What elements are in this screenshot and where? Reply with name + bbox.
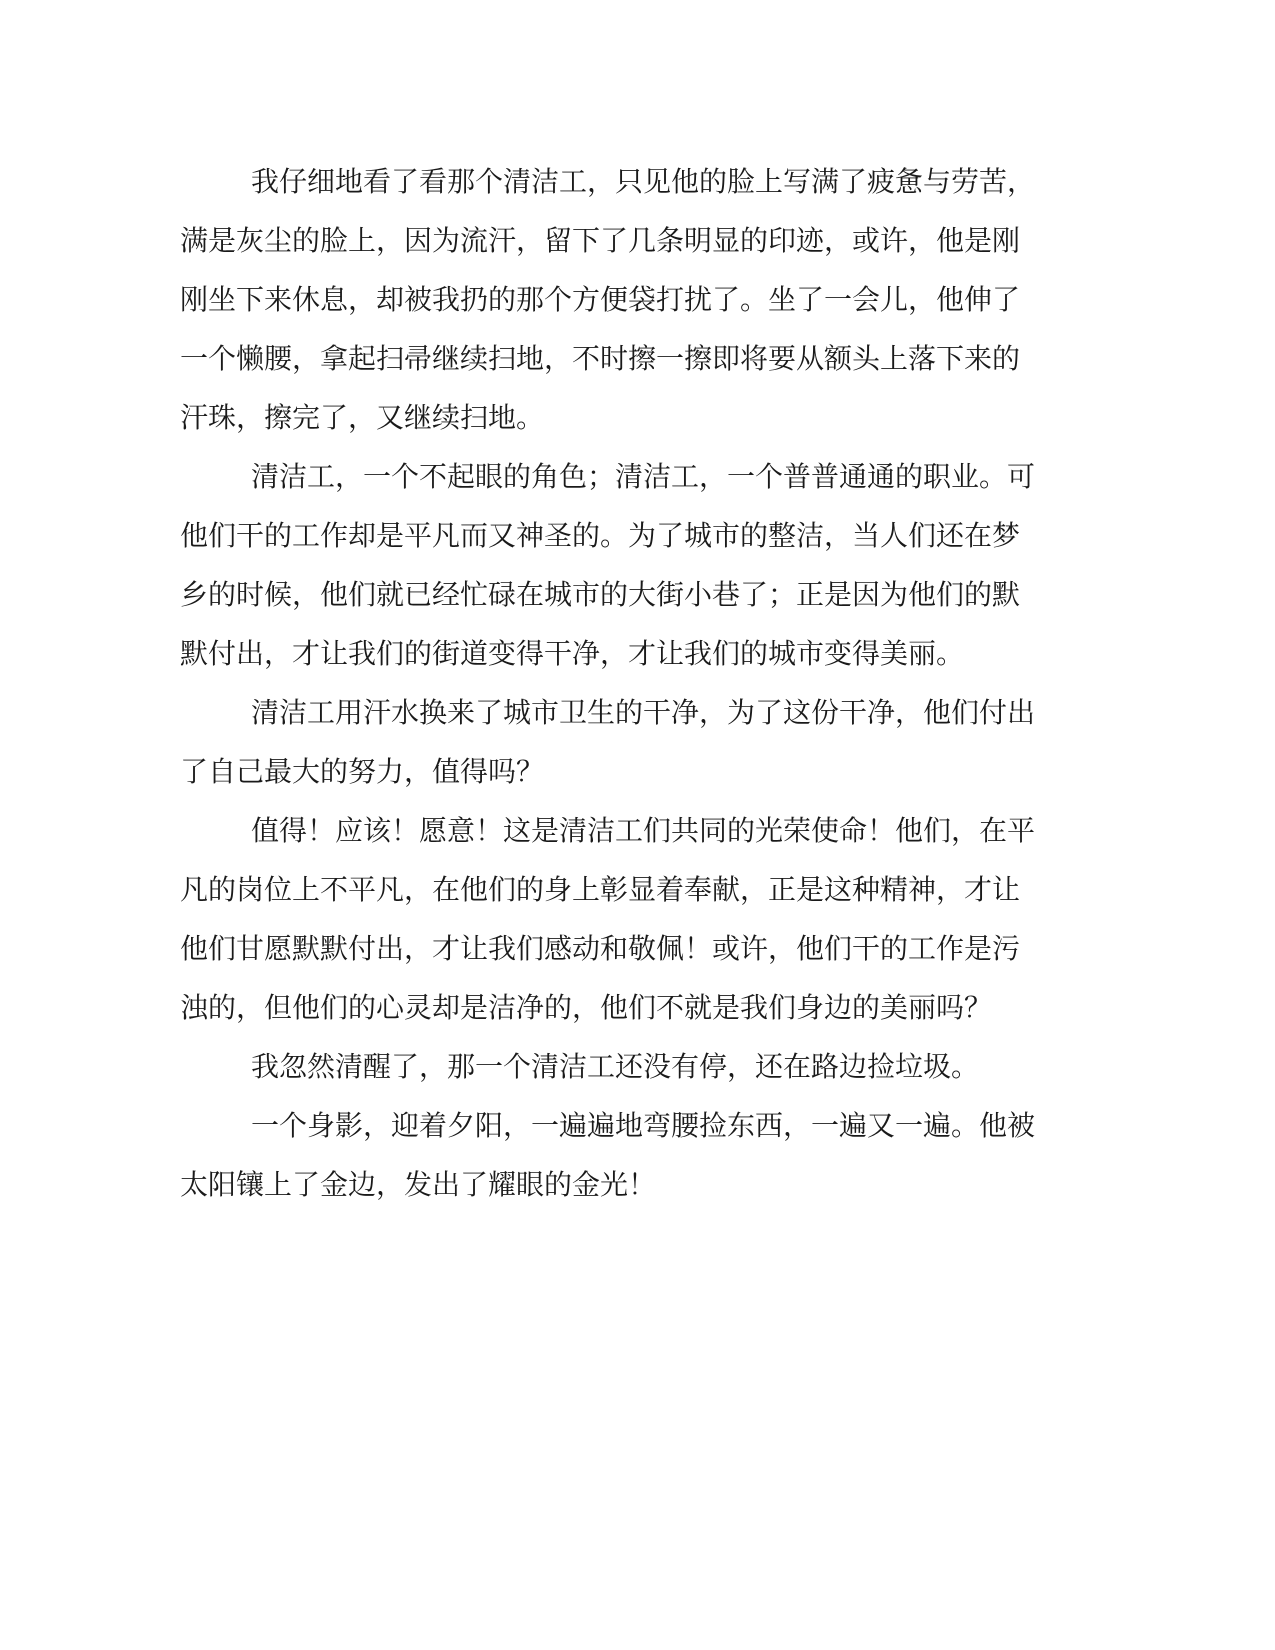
text-line: 浊的，但他们的心灵却是洁净的，他们不就是我们身边的美丽吗？ <box>180 991 993 1024</box>
document-page <box>180 152 1216 1214</box>
text-line: 他们甘愿默默付出，才让我们感动和敬佩！或许，他们干的工作是污 <box>180 932 1021 965</box>
text-line: 一个懒腰，拿起扫帚继续扫地，不时擦一擦即将要从额头上落下来的 <box>180 342 1021 375</box>
text-line: 清洁工用汗水换来了城市卫生的干净，为了这份干净，他们付出 <box>251 696 1036 729</box>
text-line: 我忽然清醒了，那一个清洁工还没有停，还在路边捡垃圾。 <box>251 1050 980 1083</box>
text-line: 刚坐下来休息，却被我扔的那个方便袋打扰了。坐了一会儿，他伸了 <box>180 283 1021 316</box>
text-line: 了自己最大的努力，值得吗？ <box>180 755 545 788</box>
text-line: 满是灰尘的脸上，因为流汗，留下了几条明显的印迹，或许，他是刚 <box>180 224 1021 257</box>
text-line: 汗珠，擦完了，又继续扫地。 <box>180 401 545 434</box>
paragraph-2 <box>180 447 1216 683</box>
paragraph-6 <box>180 1096 1216 1214</box>
text-line: 太阳镶上了金边，发出了耀眼的金光！ <box>180 1168 657 1201</box>
text-line: 他们干的工作却是平凡而又神圣的。为了城市的整洁，当人们还在梦 <box>180 519 1021 552</box>
text-line: 默付出，才让我们的街道变得干净，才让我们的城市变得美丽。 <box>180 637 965 670</box>
text-line: 凡的岗位上不平凡，在他们的身上彰显着奉献，正是这种精神，才让 <box>180 873 1021 906</box>
text-line: 我仔细地看了看那个清洁工，只见他的脸上写满了疲惫与劳苦， <box>251 165 1036 198</box>
paragraph-3 <box>180 683 1216 801</box>
paragraph-4 <box>180 801 1216 1037</box>
text-line: 清洁工，一个不起眼的角色；清洁工，一个普普通通的职业。可 <box>251 460 1036 493</box>
paragraph-5 <box>180 1037 1216 1096</box>
text-line: 一个身影，迎着夕阳，一遍遍地弯腰捡东西，一遍又一遍。他被 <box>251 1109 1036 1142</box>
text-line: 乡的时候，他们就已经忙碌在城市的大街小巷了；正是因为他们的默 <box>180 578 1021 611</box>
paragraph-1 <box>180 152 1216 447</box>
text-line: 值得！应该！愿意！这是清洁工们共同的光荣使命！他们，在平 <box>251 814 1036 847</box>
